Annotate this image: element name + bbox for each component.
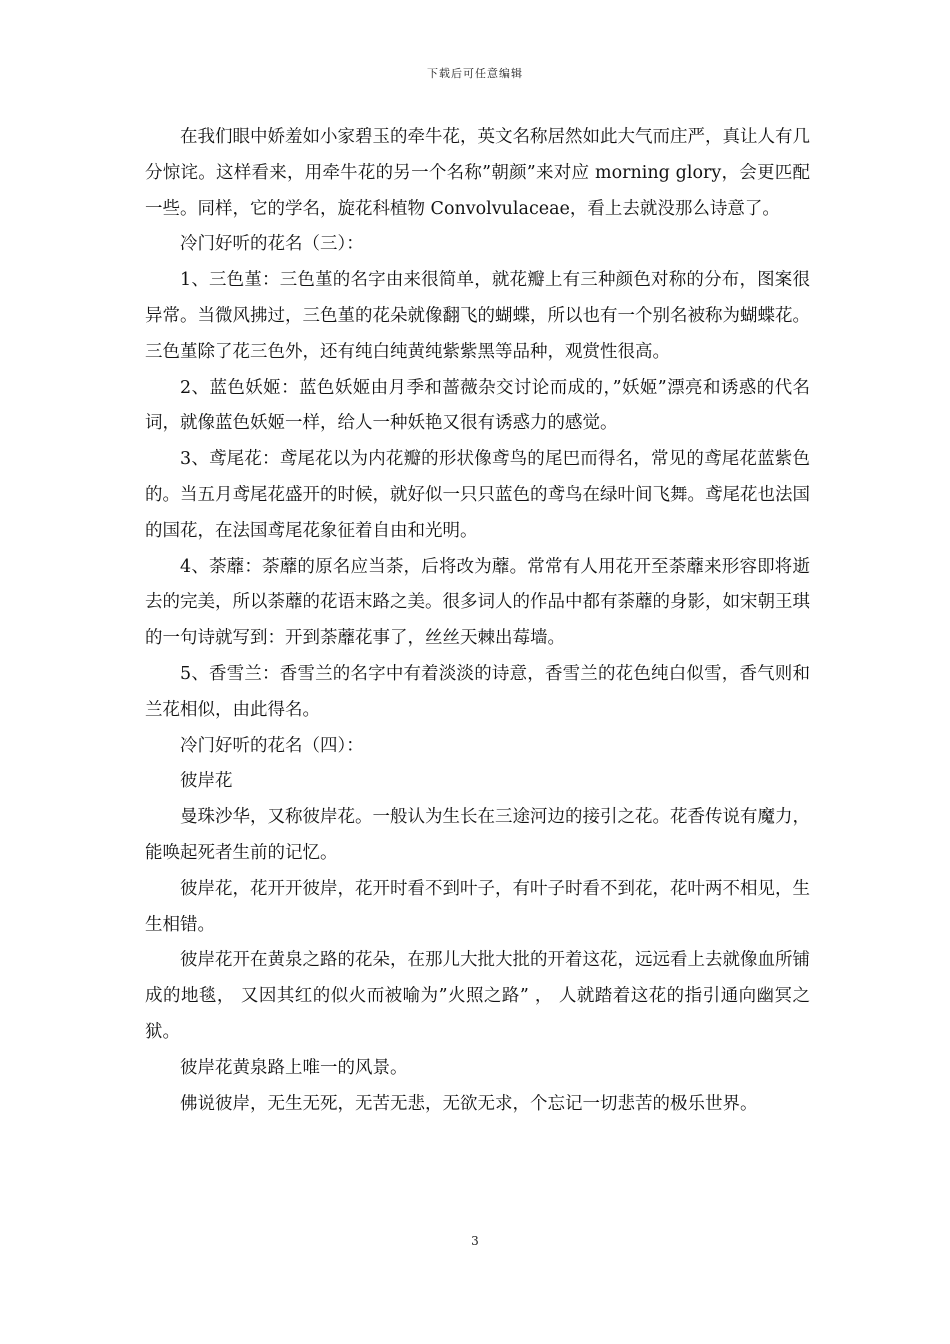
paragraph-manjusaka: 曼珠沙华，又称彼岸花。一般认为生长在三途河边的接引之花。花香传说有魔力，能唤起死者生前的记忆。 — [145, 807, 810, 863]
paragraph-only-scenery: 彼岸花黄泉路上唯一的风景。 — [180, 1057, 408, 1078]
paragraph-iris: 3、鸢尾花：鸢尾花以为内花瓣的形状像鸢鸟的尾巴而得名，常见的鸢尾花蓝紫色的。当五月鸢尾花盛开的时候，就好似一只只蓝色的鸢鸟在绿叶间飞舞。鸢尾花也法国的国花，在法国鸢尾花象征着自由和光明。 — [145, 449, 810, 541]
page-number: 3 — [471, 1234, 479, 1248]
paragraph-road-of-fire: 彼岸花开在黄泉之路的花朵，在那儿大批大批的开着这花，远远看上去就像血所铺成的地毯， 又因其红的似火而被喻为”火照之路” ， 人就踏着这花的指引通向幽冥之狱。 — [145, 950, 810, 1042]
paragraph-tumi: 4、荼蘼：荼蘼的原名应当荼，后将改为蘼。常常有人用花开至荼蘼来形容即将逝去的完美，所以荼蘼的花语末路之美。很多词人的作品中都有荼蘼的身影，如宋朝王琪的一句诗就写到：开到荼蘼花事了，丝丝天棘出莓墙。 — [145, 556, 810, 649]
paragraph-morning-glory: 在我们眼中娇羞如小家碧玉的牵牛花，英文名称居然如此大气而庄严，真让人有几分惊诧。这样看来，用牵牛花的另一个名称”朝颜”来对应 morning glory，会更匹配一些。同样，它的学名，旋花科植物 Convolvulaceae，看上去就没那么诗意了。 — [145, 127, 810, 219]
paragraph-blue-rose: 2、蓝色妖姬：蓝色妖姬由月季和蔷薇杂交讨论而成的，”妖姬”漂亮和诱惑的代名词，就像蓝色妖姬一样，给人一种妖艳又很有诱惑力的感觉。 — [145, 377, 810, 434]
section-heading-three: 冷门好听的花名（三）： — [180, 234, 364, 255]
page-header: 下载后可任意编辑 — [427, 67, 523, 80]
document-body — [145, 120, 810, 1122]
section-heading-four: 冷门好听的花名（四）： — [180, 735, 364, 756]
paragraph-flowers-leaves: 彼岸花，花开开彼岸，花开时看不到叶子，有叶子时看不到花，花叶两不相见，生生相错。 — [145, 878, 810, 935]
subheading-spider-lily: 彼岸花 — [180, 771, 233, 792]
paragraph-freesia: 5、香雪兰：香雪兰的名字中有着淡淡的诗意，香雪兰的花色纯白似雪，香气则和兰花相似，由此得名。 — [145, 663, 810, 720]
paragraph-buddha-other-shore: 佛说彼岸，无生无死，无苦无悲，无欲无求，个忘记一切悲苦的极乐世界。 — [180, 1093, 758, 1114]
paragraph-pansy: 1、三色堇：三色堇的名字由来很简单，就花瓣上有三种颜色对称的分布，图案很异常。当微风拂过，三色堇的花朵就像翻飞的蝴蝶，所以也有一个别名被称为蝴蝶花。三色堇除了花三色外，还有纯白纯黄纯紫紫黑等品种，观赏性很高。 — [145, 270, 810, 362]
